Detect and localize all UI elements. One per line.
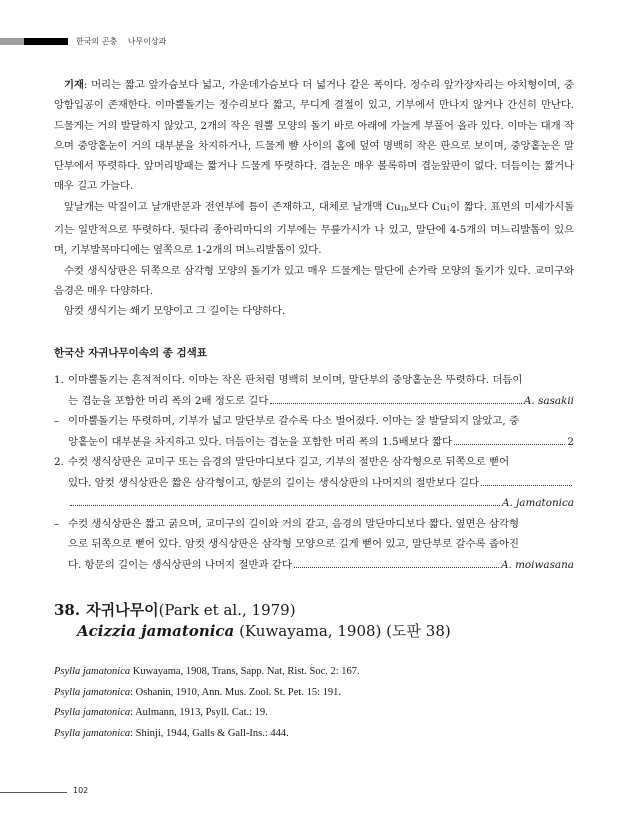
footer-rule	[0, 792, 67, 793]
reference-item: Psylla jamatonica: Shinji, 1944, Galls & Gall-Ins.: 444.	[54, 727, 289, 739]
leader-dots	[294, 567, 499, 568]
korean-author: (Park et al., 1979)	[158, 601, 296, 619]
plate-reference: (도판 38)	[386, 622, 451, 640]
key-result: A. jamatonica	[501, 497, 574, 509]
scientific-author: (Kuwayama, 1908)	[239, 622, 382, 640]
description-paragraph-2: 앞날개는 막질이고 날개반문과 전연부에 틈이 존재하고, 대체로 날개맥 $Cu_{1b}$보다 $Cu_1$이 짧다. 표면의 미세가시돌기는 일반적으로 뚜렷하다. 뒷다리 종아리마디의 기부에는 무릎가시가 나 있고, 말단에 4-5개의 며느리발톱이 있으며, 기부발목마디에는 옆쪽으로 1-2개의 며느리발톱이 있다.	[54, 200, 575, 257]
book-title: 한국의 곤충	[76, 37, 118, 46]
species-heading	[54, 600, 451, 642]
key-entry-2: 2. 수컷 생식상판은 교미구 또는 음경의 말단마디보다 길고, 기부의 절반은 삼각형으로 뒤쪽으로 뻗어 있다. 암컷 생식상판은 짧은 삼각형이고, 항문의 길이는 생식상판의 나머지의 절반보다 길다 A. jamatonica	[54, 452, 574, 514]
description-section	[54, 75, 574, 322]
header-title	[76, 36, 174, 47]
description-paragraph-4: 암컷 생식기는 쐐기 모양이고 그 길이는 다양하다.	[64, 305, 286, 318]
identification-key	[54, 370, 574, 575]
leader-dots	[454, 444, 565, 445]
running-header	[0, 36, 400, 46]
reference-item: Psylla jamatonica: Oshanin, 1910, Ann. Mus. Zool. St. Pet. 15: 191.	[54, 686, 342, 698]
leader-dots	[70, 505, 500, 506]
description-paragraph-1: 기재: 머리는 짧고 앞가슴보다 넓고, 가운데가슴보다 더 넓거나 같은 폭이다. 정수리 앞가장자리는 아치형이며, 중앙함입공이 존재한다. 이마뿔돌기는 정수리보다 짧고, 무디게 결절이 있고, 기부에서 만나지 않거나 간신히 만난다. 드물게는 거의 발달하지 않았고, 2개의 작은 원뿔 모양의 돌기 바로 아래에 가늘게 부풀어 올라 있다. 이마는 대개 작으며 중앙홑눈이 거의 대부분을 차지하거나, 드물게 뺨 사이의 홈에 덮여 명백히 작은 판으로 보이며, 중앙홑눈은 말단부에서 뚜렷하다. 앞머리방패는 짧거나 드물게 뚜렷하다. 겹눈은 매우 볼록하며 겹눈앞판이 없다. 더듬이는 짧거나 매우 길고 가늘다.	[54, 79, 574, 193]
header-black-bar	[24, 38, 68, 45]
key-result: 2	[567, 435, 574, 448]
key-entry-1-alt: – 이마뿔돌기는 뚜렷하며, 기부가 넓고 말단부로 갈수록 다소 벌어졌다. 이마는 잘 발달되지 않았고, 중 앙홑눈이 대부분을 차지하고 있다. 더듬이는 겹눈을 포함한 머리 폭의 1.5배보다 짧다 2	[54, 411, 574, 452]
key-result: A. sasakii	[523, 394, 574, 407]
page-number: 102	[73, 786, 89, 795]
description-paragraph-3: 수컷 생식상판은 뒤쪽으로 삼각형 모양의 돌기가 있고 매우 드물게는 말단에 손가락 모양의 돌기가 있다. 교미구와 음경은 매우 다양하다.	[54, 264, 574, 297]
chapter-title: 나무이상과	[127, 37, 167, 46]
scientific-name: Acizzia jamatonica	[77, 622, 235, 640]
synonymy-list	[54, 662, 360, 744]
leader-dots	[481, 485, 572, 486]
key-title: 한국산 자귀나무이속의 종 검색표	[54, 347, 207, 359]
reference-item: Psylla jamatonica Kuwayama, 1908, Trans, Sapp. Nat, Rist. Soc. 2: 167.	[54, 666, 360, 677]
korean-name: 자귀나무이	[86, 601, 159, 619]
description-label: 기재	[64, 79, 84, 91]
species-number: 38.	[54, 601, 81, 619]
leader-dots	[270, 403, 522, 404]
key-entry-2-alt: – 수컷 생식상판은 짧고 굵으며, 교미구의 길이와 거의 같고, 음경의 말단마디보다 짧다. 옆면은 삼각형 으로 뒤쪽으로 뻗어 있다. 암컷 생식상판은 삼각형 모양으로 길게 뻗어 있고, 말단부로 갈수록 좁아진 다. 항문의 길이는 생식상판의 나머지 절반과 같다 A. moiwasana	[54, 514, 574, 576]
key-entry-1: 1. 이마뿔돌기는 흔적적이다. 이마는 작은 판처럼 명백히 보이며, 말단부의 중앙홑눈은 뚜렷하다. 더듬이 는 겹눈을 포함한 머리 폭의 2배 정도로 길다 A. sasakii	[54, 370, 574, 411]
key-result: A. moiwasana	[500, 558, 574, 571]
header-gray-bar	[0, 38, 24, 45]
reference-item: Psylla jamatonica: Aulmann, 1913, Psyll. Cat.: 19.	[54, 707, 268, 718]
